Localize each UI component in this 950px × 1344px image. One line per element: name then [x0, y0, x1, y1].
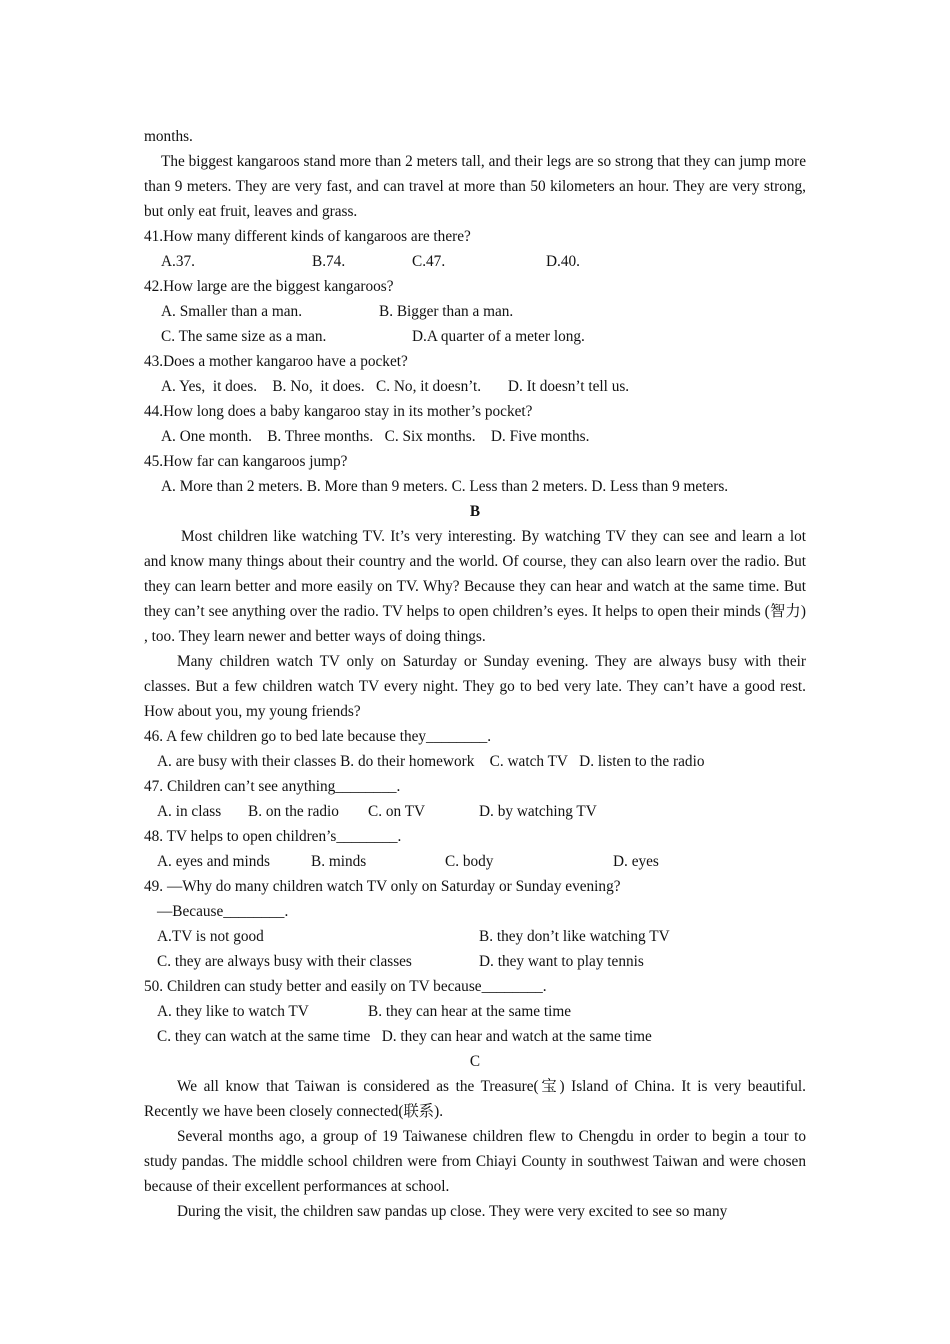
- question-49-because: —Because________.: [157, 903, 289, 920]
- option-b: B. they don’t like watching TV: [479, 928, 670, 945]
- option-a: A.37.: [161, 253, 195, 270]
- question-49-options-1: [144, 924, 806, 949]
- document-page: [144, 124, 806, 1224]
- option-a: A.TV is not good: [157, 928, 264, 945]
- option-a: A. eyes and minds: [157, 853, 271, 870]
- option-c: C. The same size as a man.: [161, 328, 327, 345]
- question-44-options: A. One month. B. Three months. C. Six months. D. Five months.: [161, 428, 590, 445]
- option-d: D. they want to play tennis: [479, 953, 644, 970]
- question-47: 47. Children can’t see anything________.: [144, 778, 401, 795]
- option-a: A. they like to watch TV: [157, 1003, 309, 1020]
- option-c: C. on TV: [368, 803, 426, 820]
- option-b: B. Bigger than a man.: [379, 303, 514, 320]
- option-b: B. on the radio: [248, 803, 339, 820]
- option-c: C. body: [445, 853, 494, 870]
- question-42-options-1: [144, 299, 806, 324]
- question-42: 42.How large are the biggest kangaroos?: [144, 278, 394, 295]
- question-42-options-2: [144, 324, 806, 349]
- question-49-options-2: [144, 949, 806, 974]
- section-c-paragraph-3: During the visit, the children saw pandas up close. They were very excited to see so many: [177, 1203, 728, 1220]
- question-41: 41.How many different kinds of kangaroos are there?: [144, 228, 471, 245]
- question-43: 43.Does a mother kangaroo have a pocket?: [144, 353, 408, 370]
- option-d: D. by watching TV: [479, 803, 597, 820]
- question-45-options: A. More than 2 meters. B. More than 9 meters. C. Less than 2 meters. D. Less than 9 meters.: [161, 478, 729, 495]
- option-d: D.40.: [546, 253, 580, 270]
- question-50-options-2: C. they can watch at the same time D. they can hear and watch at the same time: [157, 1028, 652, 1045]
- question-46: 46. A few children go to bed late because they________.: [144, 728, 492, 745]
- question-47-options: [144, 799, 806, 824]
- section-c-paragraph-1: We all know that Taiwan is considered as the Treasure(宝) Island of China. It is very beautiful. Recently we have been closely connected(联系).: [144, 1078, 806, 1120]
- section-c-heading: C: [469, 1053, 481, 1070]
- section-b-paragraph-1: Most children like watching TV. It’s very interesting. By watching TV they can see and learn a lot and know many things about their country and the world. Of course, they can also learn over the radio. But they can learn better and more easily on TV. Why? Because they can hear and watch at the same time. But they can’t see anything over the radio. TV helps to open children’s eyes. It helps to open their minds (智力) , too. They learn newer and better ways of doing things.: [144, 528, 806, 645]
- question-46-options: A. are busy with their classes B. do their homework C. watch TV D. listen to the radio: [157, 753, 705, 770]
- question-41-options: [144, 249, 806, 274]
- question-43-options: A. Yes, it does. B. No, it does. C. No, it doesn’t. D. It doesn’t tell us.: [161, 378, 630, 395]
- option-c: C.47.: [412, 253, 446, 270]
- question-50: 50. Children can study better and easily on TV because________.: [144, 978, 547, 995]
- question-49: 49. —Why do many children watch TV only on Saturday or Sunday evening?: [144, 878, 621, 895]
- section-c-paragraph-2: Several months ago, a group of 19 Taiwanese children flew to Chengdu in order to begin a tour to study pandas. The middle school children were from Chiayi County in southwest Taiwan and were chosen because of their excellent performances at school.: [144, 1128, 806, 1195]
- option-b: B.74.: [312, 253, 346, 270]
- option-d: D. eyes: [613, 853, 659, 870]
- option-a: A. in class: [157, 803, 222, 820]
- section-b-heading: B: [469, 503, 481, 520]
- question-45: 45.How far can kangaroos jump?: [144, 453, 348, 470]
- option-a: A. Smaller than a man.: [161, 303, 303, 320]
- question-48: 48. TV helps to open children’s________.: [144, 828, 402, 845]
- option-d: D.A quarter of a meter long.: [412, 328, 585, 345]
- option-b: B. minds: [311, 853, 367, 870]
- passage-a-tail: months.: [144, 128, 193, 145]
- passage-a-paragraph: The biggest kangaroos stand more than 2 meters tall, and their legs are so strong that they can jump more than 9 meters. They are very fast, and can travel at more than 50 kilometers an hour. They are very strong, but only eat fruit, leaves and grass.: [144, 153, 806, 220]
- question-50-options-1: [144, 999, 806, 1024]
- section-b-paragraph-2: Many children watch TV only on Saturday or Sunday evening. They are always busy with their classes. But a few children watch TV every night. They go to bed very late. They can’t have a good rest. How about you, my young friends?: [144, 653, 806, 720]
- option-b: B. they can hear at the same time: [368, 1003, 572, 1020]
- question-44: 44.How long does a baby kangaroo stay in its mother’s pocket?: [144, 403, 533, 420]
- option-c: C. they are always busy with their classes: [157, 953, 412, 970]
- question-48-options: [144, 849, 806, 874]
